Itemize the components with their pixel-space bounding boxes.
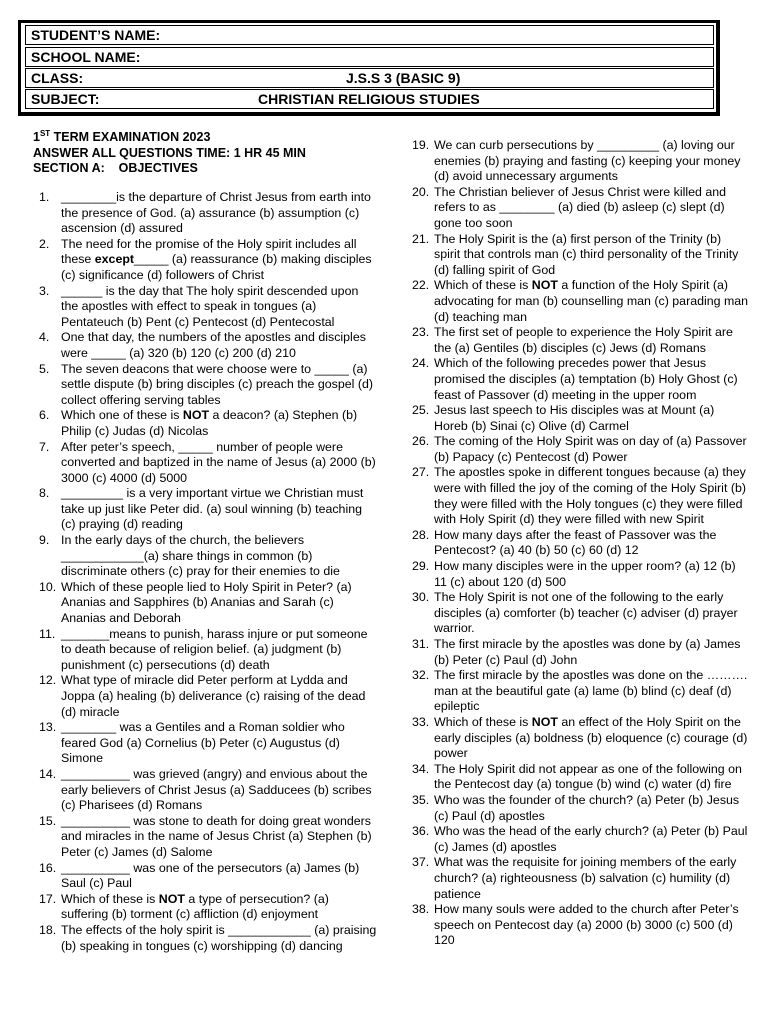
- question-number: 17.: [39, 891, 57, 906]
- question-emphasis: NOT: [182, 408, 210, 423]
- question-number: 4.: [39, 330, 50, 345]
- question-text-end: _____ (a) reassurance (b) making disciples (c) significance (d) followers of Christ: [61, 252, 372, 282]
- question-number: 25.: [412, 403, 430, 418]
- question-number: 22.: [412, 278, 430, 293]
- term-title: [33, 126, 306, 146]
- question-number: 35.: [412, 792, 430, 807]
- question-item: [412, 403, 750, 434]
- question-item: [412, 559, 750, 590]
- question-text: ________is the departure of Christ Jesus from earth into the presence of God. (a) assurance (b) assumption (c) ascension (d) assured: [61, 190, 371, 236]
- question-text: After peter’s speech, _____ number of people were converted and baptized in the name of Jesus (a) 2000 (b) 3000 (c) 4000 (d) 5000: [61, 439, 376, 485]
- question-item: [39, 673, 377, 720]
- question-item: [412, 232, 750, 279]
- question-text: The first miracle by the apostles was done on the ………. man at the beautiful gate (a) lame (b) blind (c) deaf (d) epileptic: [434, 668, 748, 714]
- question-text: How many souls were added to the church after Peter’s speech on Pentecost day (a) 2000 (b) 3000 (c) 500 (d) 120: [434, 902, 739, 948]
- question-text: Who was the founder of the church? (a) Peter (b) Jesus (c) Paul (d) apostles: [434, 792, 740, 823]
- question-number: 15.: [39, 813, 57, 828]
- question-text: What was the requisite for joining members of the early church? (a) righteousness (b) salvation (c) humility (d) patience: [434, 855, 737, 901]
- question-text: [61, 408, 357, 438]
- question-emphasis: NOT: [531, 714, 558, 729]
- question-text-end: an effect of the Holy Spirit on the early disciples (a) boldness (b) eloquence (c) courage (d) power: [434, 714, 748, 761]
- question-item: [39, 923, 377, 954]
- question-item: [39, 237, 377, 284]
- question-item: [39, 767, 377, 814]
- question-number: 18.: [39, 922, 57, 937]
- question-text: __________ was stone to death for doing great wonders and miracles in the name of Jesus Christ (a) Stephen (b) Peter (c) James (d) Salome: [61, 813, 372, 859]
- question-item: [412, 637, 750, 668]
- question-text: We can curb persecutions by _________ (a) loving our enemies (b) praying and fasting (c) keeping your money (d) avoid unnecessary arguments: [434, 138, 741, 184]
- question-text-start: Which of these is: [434, 278, 532, 293]
- student-name-label: STUDENT’S NAME:: [31, 27, 161, 43]
- question-text-end: a type of persecution? (a) suffering (b) torment (c) affliction (d) enjoyment: [61, 891, 329, 922]
- question-number: 32.: [412, 668, 430, 683]
- instructions: ANSWER ALL QUESTIONS TIME: 1 HR 45 MIN: [33, 145, 306, 160]
- question-number: 20.: [412, 184, 430, 199]
- question-text: In the early days of the church, the believers ____________(a) share things in common (b) discriminate others (c) pray for their enemies to die: [61, 533, 340, 579]
- question-text: The first miracle by the apostles was done by (a) James (b) Peter (c) Paul (d) John: [434, 637, 741, 667]
- question-text: What type of miracle did Peter perform at Lydda and Joppa (a) healing (b) deliverance (c) raising of the dead (d) miracle: [61, 673, 366, 719]
- question-text: [61, 892, 329, 922]
- question-item: [412, 590, 750, 637]
- question-number: 3.: [39, 283, 50, 298]
- question-number: 38.: [412, 902, 430, 917]
- question-text: Which of the following precedes power that Jesus promised the disciples (a) temptation (b) Holy Ghost (c) feast of Passover (d) meeting in the upper room: [434, 356, 738, 402]
- question-item: [39, 330, 377, 361]
- school-name-label: SCHOOL NAME:: [31, 49, 141, 65]
- question-item: [39, 190, 377, 237]
- question-text-end: a deacon? (a) Stephen (b) Philip (c) Judas (d) Nicolas: [61, 408, 358, 438]
- question-item: [39, 861, 377, 892]
- question-number: 13.: [39, 720, 57, 735]
- question-text-start: Which of these is: [61, 891, 159, 906]
- question-number: 19.: [412, 138, 430, 152]
- question-item: [412, 465, 750, 527]
- question-text: [434, 715, 747, 760]
- question-item: [412, 138, 750, 185]
- question-item: [412, 902, 750, 949]
- question-item: [412, 325, 750, 356]
- question-number: 21.: [412, 231, 430, 246]
- question-text-end: a function of the Holy Spirit (a) advocating for man (b) counselling man (c) parading man (d) teaching man: [434, 278, 749, 324]
- question-item: [39, 533, 377, 580]
- question-text: The apostles spoke in different tongues because (a) they were with filled the joy of the coming of the Holy Spirit (b) they were filled with the Holy tongues (c) they were filled with Holy Spirit (d) they were filled with new Spirit: [434, 465, 746, 527]
- questions-left-column: [39, 190, 377, 954]
- question-number: 29.: [412, 559, 430, 574]
- question-item: [412, 356, 750, 403]
- question-number: 24.: [412, 356, 430, 371]
- question-text: ______ is the day that The holy spirit descended upon the apostles with effect to speak in tongues (a) Pentateuch (b) Pent (c) Pentecost (d) Pentecostal: [61, 283, 359, 329]
- questions-right-column: [412, 138, 750, 949]
- question-number: 27.: [412, 465, 430, 480]
- question-emphasis: except: [94, 252, 135, 267]
- question-text: [434, 278, 748, 323]
- question-text-start: The need for the promise of the Holy spirit includes all these: [61, 236, 357, 267]
- question-item: [39, 440, 377, 487]
- question-item: [39, 408, 377, 439]
- question-item: [412, 824, 750, 855]
- section-title: SECTION A: OBJECTIVES: [33, 161, 198, 176]
- question-text-start: Which of these is: [434, 714, 532, 729]
- term-superscript: ST: [39, 129, 51, 138]
- question-text: Jesus last speech to His disciples was at Mount (a) Horeb (b) Sinai (c) Olive (d) Carmel: [434, 403, 715, 433]
- question-number: 9.: [39, 533, 50, 548]
- question-item: [412, 528, 750, 559]
- question-emphasis: NOT: [531, 278, 558, 293]
- question-item: [412, 668, 750, 715]
- question-text: The Holy Spirit did not appear as one of the following on the Pentecost day (a) tongue (b) wind (c) water (d) fire: [434, 761, 742, 792]
- question-text: How many disciples were in the upper room? (a) 12 (b) 11 (c) about 120 (d) 500: [434, 559, 736, 589]
- class-row: [25, 68, 714, 88]
- question-number: 12.: [39, 673, 57, 688]
- question-number: 1.: [39, 190, 50, 204]
- question-text: The seven deacons that were choose were to _____ (a) settle dispute (b) bring disciples (c) preach the gospel (d) collect offering serving tables: [61, 361, 373, 407]
- class-value: J.S.S 3 (BASIC 9): [346, 70, 461, 86]
- question-number: 28.: [412, 527, 430, 542]
- question-text: Which of these people lied to Holy Spirit in Peter? (a) Ananias and Sapphires (b) Ananias and Sarah (c) Ananias and Deborah: [61, 579, 352, 626]
- question-text: The coming of the Holy Spirit was on day of (a) Passover (b) Papacy (c) Pentecost (d) Power: [434, 434, 747, 464]
- question-number: 30.: [412, 590, 430, 605]
- term-title-text: TERM EXAMINATION 2023: [50, 130, 211, 145]
- question-number: 26.: [412, 434, 430, 449]
- question-text: The Holy Spirit is the (a) first person of the Trinity (b) spirit that controls man (c) third personality of the Trinity (d) falling spirit of God: [434, 231, 739, 277]
- question-item: [39, 627, 377, 674]
- question-item: [412, 762, 750, 793]
- subject-row: [25, 89, 714, 109]
- term-number: 1: [33, 130, 40, 145]
- question-number: 11.: [39, 626, 56, 641]
- question-number: 10.: [39, 579, 57, 594]
- question-text-start: Which one of these is: [61, 408, 183, 423]
- question-number: 6.: [39, 408, 50, 423]
- question-text: __________ was one of the persecutors (a) James (b) Saul (c) Paul: [61, 860, 360, 891]
- class-label: CLASS:: [31, 70, 84, 86]
- question-item: [39, 284, 377, 331]
- student-name-row: [25, 25, 714, 45]
- question-item: [412, 855, 750, 902]
- question-text: __________ was grieved (angry) and envious about the early believers of Christ Jesus (a) Sadducees (b) scribes (c) Pharisees (d) Romans: [61, 766, 372, 813]
- question-number: 37.: [412, 855, 430, 870]
- question-text: [61, 237, 372, 282]
- question-item: [39, 892, 377, 923]
- header-table: [18, 20, 720, 116]
- question-text: ________ was a Gentiles and a Roman soldier who feared God (a) Cornelius (b) Peter (c) Augustus (d) Simone: [61, 720, 345, 766]
- question-number: 36.: [412, 824, 430, 839]
- question-number: 23.: [412, 325, 430, 340]
- question-item: [39, 362, 377, 409]
- question-text: _________ is a very important virtue we Christian must take up just like Peter did. (a) soul winning (b) teaching (c) praying (d) reading: [61, 486, 364, 532]
- question-item: [412, 278, 750, 325]
- question-item: [39, 580, 377, 627]
- question-number: 5.: [39, 361, 50, 376]
- question-emphasis: NOT: [158, 891, 185, 906]
- question-item: [39, 720, 377, 767]
- question-number: 31.: [412, 637, 430, 651]
- subject-label: SUBJECT:: [31, 91, 100, 107]
- question-number: 8.: [39, 486, 50, 501]
- question-text: _______means to punish, harass injure or put someone to death because of religion belief. (a) judgment (b) punishment (c) persecutions (d) death: [61, 626, 368, 672]
- question-item: [39, 486, 377, 533]
- question-number: 34.: [412, 761, 430, 776]
- question-item: [412, 434, 750, 465]
- question-text: The first set of people to experience the Holy Spirit are the (a) Gentiles (b) disciples (c) Jews (d) Romans: [434, 325, 733, 355]
- exam-heading: [33, 126, 306, 177]
- question-text: The Holy Spirit is not one of the following to the early disciples (a) comforter (b) teacher (c) adviser (d) prayer warrior.: [434, 590, 738, 636]
- question-text: How many days after the feast of Passover was the Pentecost? (a) 40 (b) 50 (c) 60 (d) 12: [434, 527, 717, 558]
- question-item: [412, 793, 750, 824]
- question-text: The Christian believer of Jesus Christ were killed and refers to as ________ (a) died (b) asleep (c) slept (d) gone too soon: [434, 184, 726, 230]
- question-text: Who was the head of the early church? (a) Peter (b) Paul (c) James (d) apostles: [434, 824, 748, 854]
- school-name-row: [25, 47, 714, 67]
- question-item: [39, 814, 377, 861]
- question-number: 33.: [412, 714, 430, 729]
- question-number: 14.: [39, 766, 57, 781]
- question-text: The effects of the holy spirit is ____________ (a) praising (b) speaking in tongues (c) worshipping (d) dancing: [61, 922, 377, 953]
- question-item: [412, 715, 750, 762]
- subject-value: CHRISTIAN RELIGIOUS STUDIES: [258, 91, 480, 107]
- question-number: 7.: [39, 439, 50, 454]
- question-number: 16.: [39, 860, 57, 875]
- question-item: [412, 185, 750, 232]
- question-number: 2.: [39, 236, 50, 251]
- question-text: One that day, the numbers of the apostles and disciples were _____ (a) 320 (b) 120 (c) 200 (d) 210: [61, 330, 366, 360]
